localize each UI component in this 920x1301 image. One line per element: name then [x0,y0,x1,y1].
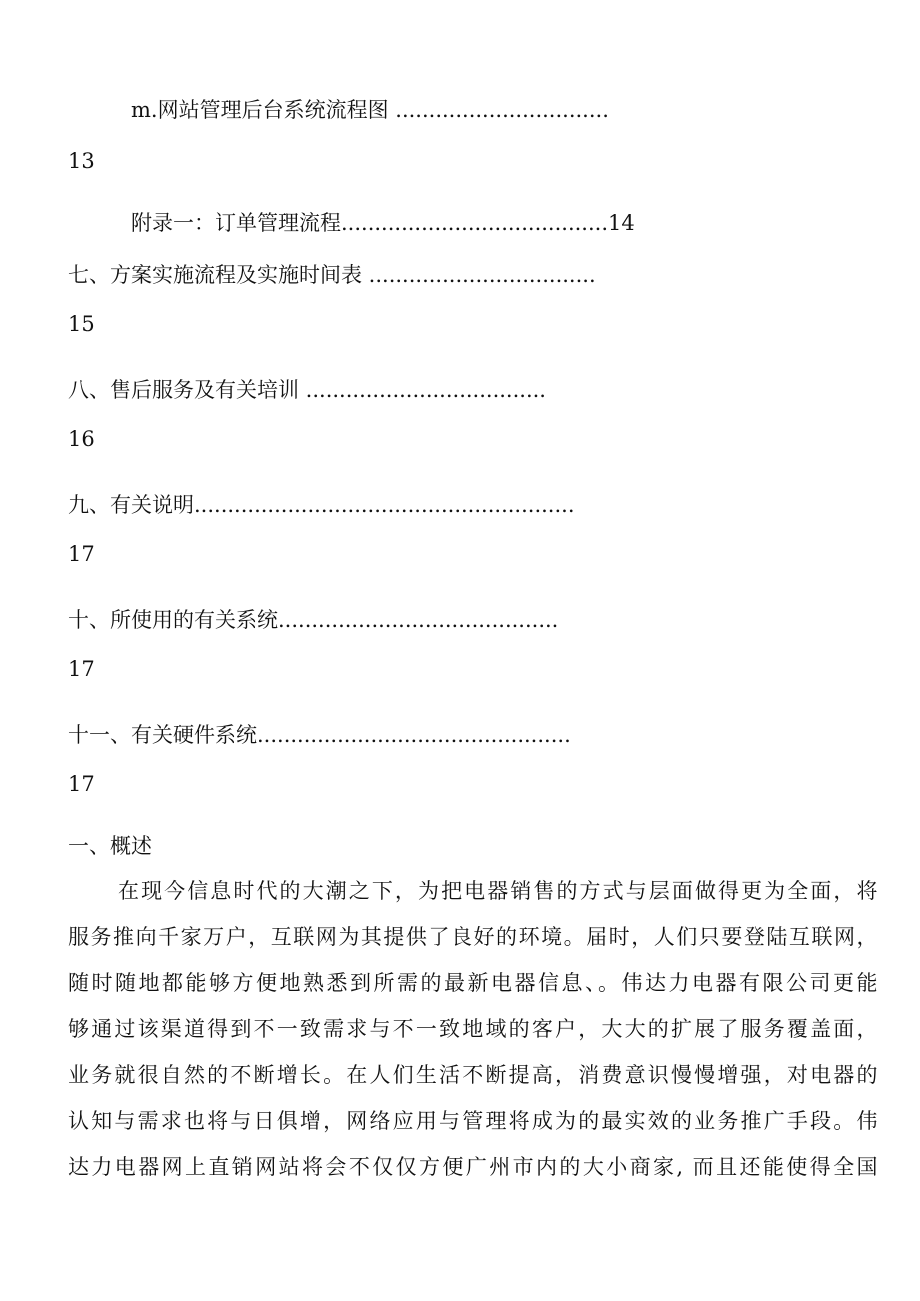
paragraph-line: 认知与需求也将与日俱增，网络应用与管理将成为的最实效的业务推广手段。伟 [68,1109,878,1133]
toc-page-number: 13 [68,149,95,173]
toc-entry-appendix-order-flow[interactable]: 附录一：订单管理流程........................................14 [131,211,635,235]
toc-entry-systems-used[interactable]: 十、所使用的有关系统.......................................... [68,608,559,632]
paragraph-line: 服务推向千家万户，互联网为其提供了良好的环境。届时，人们只要登陆互联网， [68,925,878,949]
toc-page-number: 16 [68,427,95,451]
toc-entry-implementation-schedule[interactable]: 七、方案实施流程及实施时间表 .................................. [68,263,596,287]
toc-entry-hardware-systems[interactable]: 十一、有关硬件系统............................................... [68,723,571,747]
toc-page-number: 17 [68,657,95,681]
paragraph-line: 达力电器网上直销网站将会不仅仅方便广州市内的大小商家, 而且还能使得全国 [68,1155,878,1179]
paragraph-line: 在现今信息时代的大潮之下，为把电器销售的方式与层面做得更为全面，将 [118,879,878,903]
toc-page-number: 17 [68,542,95,566]
toc-page-number: 17 [68,772,95,796]
toc-entry-after-sales-training[interactable]: 八、售后服务及有关培训 .................................... [68,378,546,402]
toc-entry-website-admin-flowchart[interactable]: m.网站管理后台系统流程图 ................................ [131,98,609,122]
section-heading: 一、概述 [68,834,152,858]
toc-page-number: 15 [68,312,95,336]
paragraph-line: 够通过该渠道得到不一致需求与不一致地域的客户，大大的扩展了服务覆盖面， [68,1017,878,1041]
paragraph-line: 业务就很自然的不断增长。在人们生活不断提高，消费意识慢慢增强，对电器的 [68,1063,878,1087]
toc-entry-related-notes[interactable]: 九、有关说明......................................................... [68,493,575,517]
paragraph-line: 随时随地都能够方便地熟悉到所需的最新电器信息、。伟达力电器有限公司更能 [68,971,878,995]
